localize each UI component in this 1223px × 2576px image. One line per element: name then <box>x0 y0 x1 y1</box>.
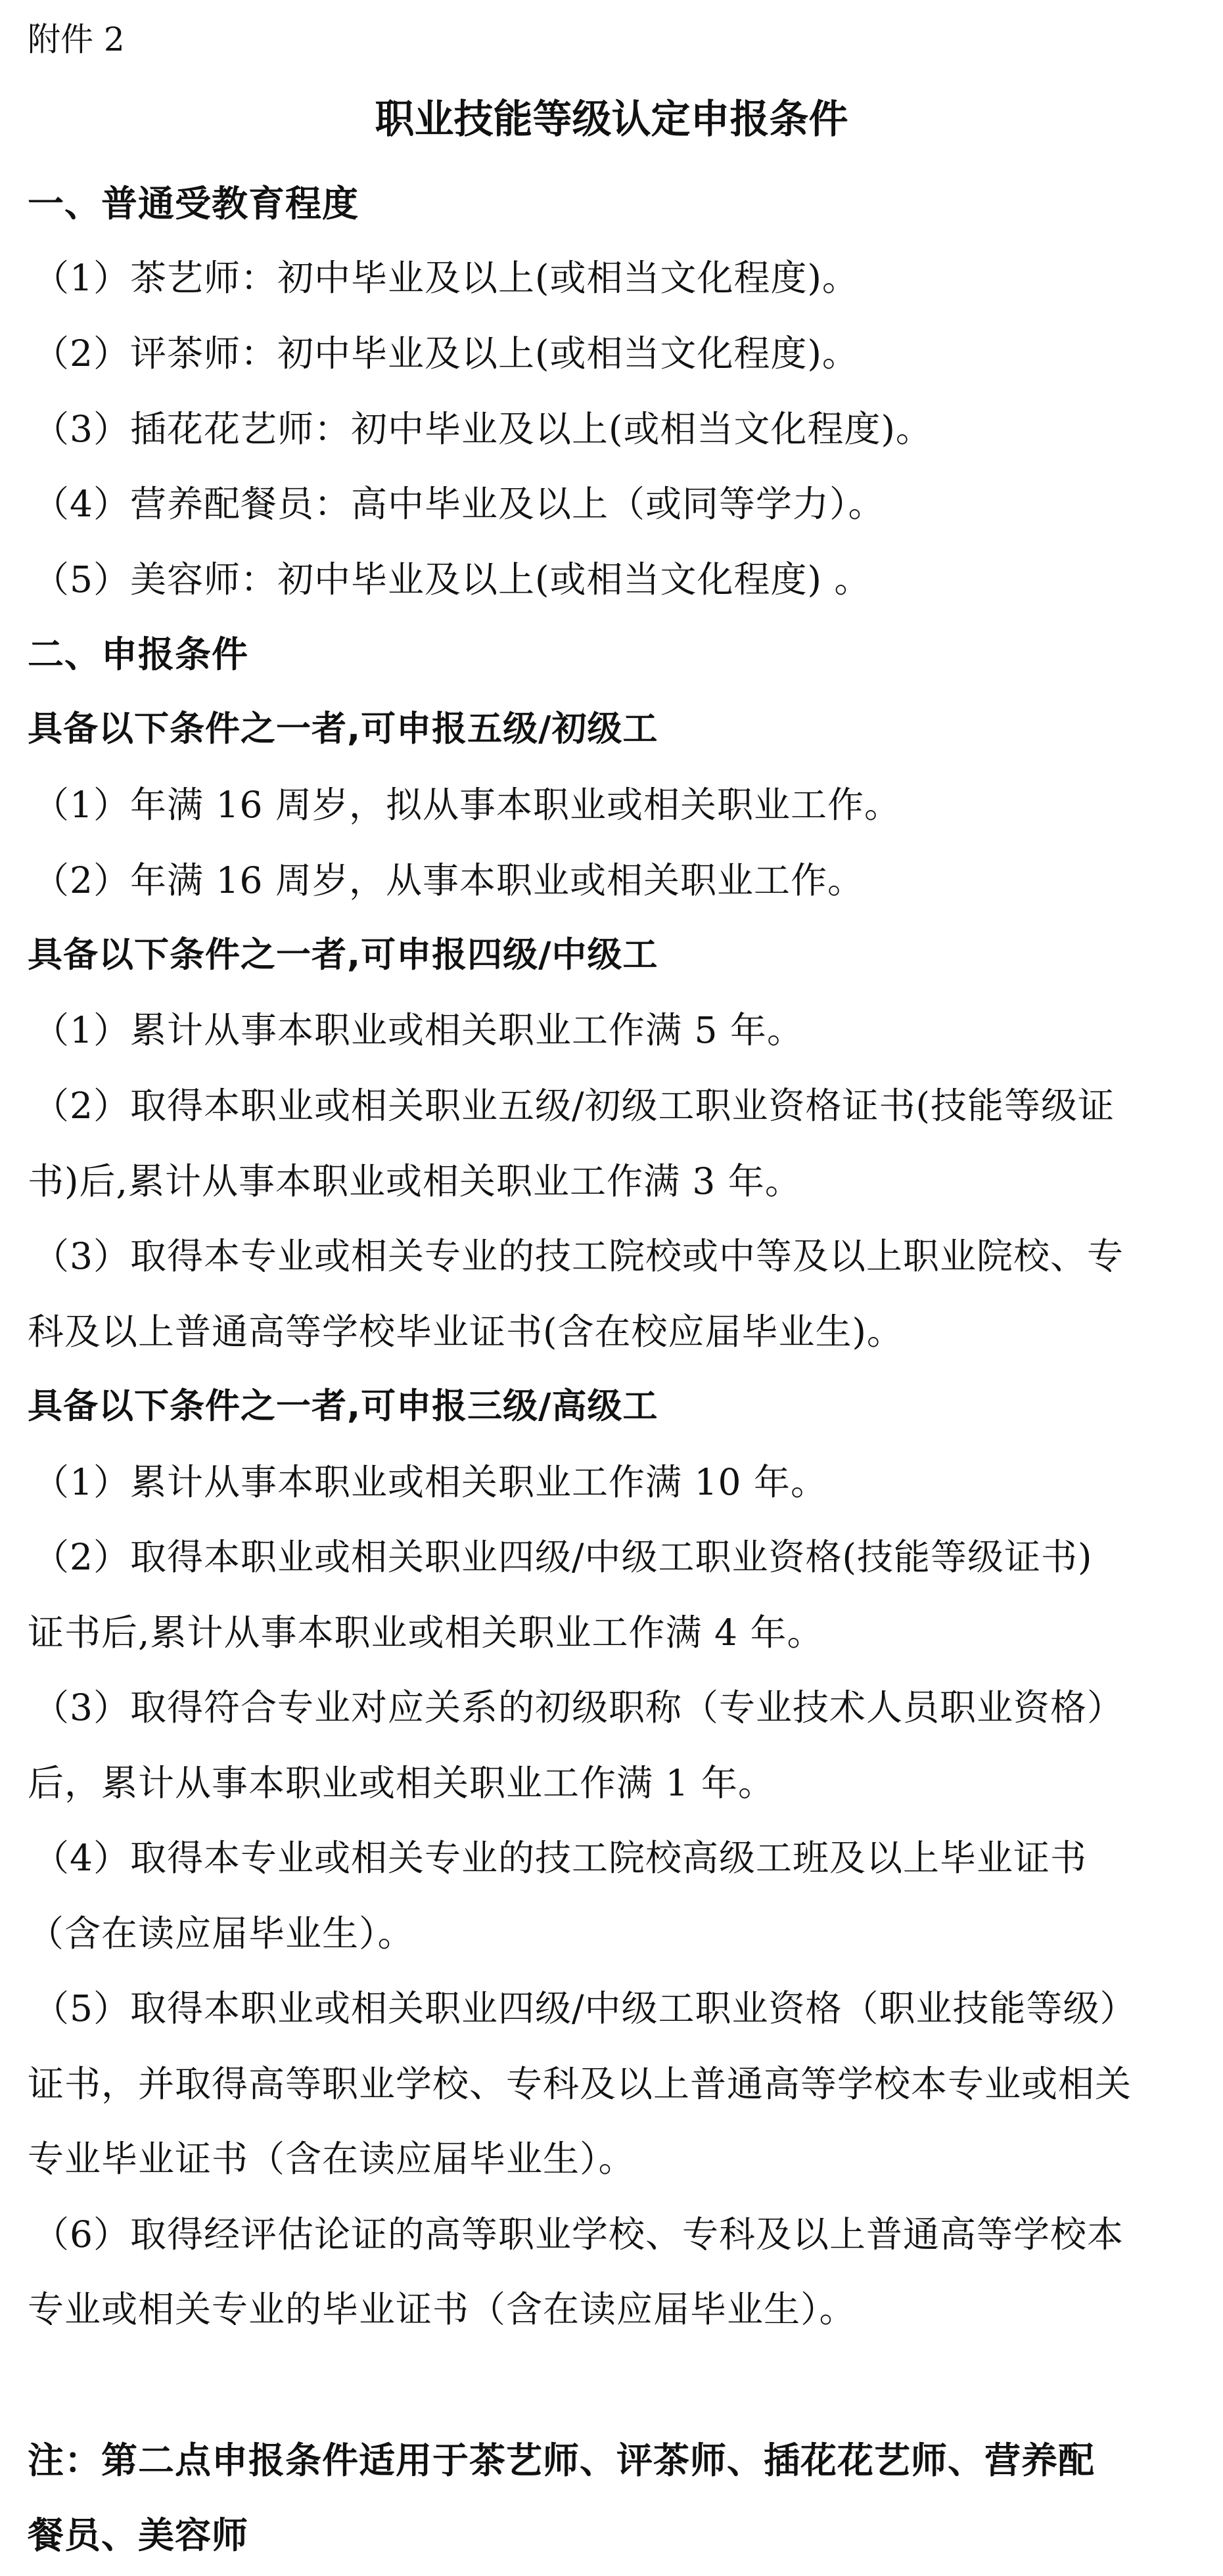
section-1-item-1: （1）茶艺师：初中毕业及以上(或相当文化程度)。 <box>33 257 859 299</box>
level-3-heading: 具备以下条件之一者,可申报三级/高级工 <box>28 1386 658 1426</box>
level-5-heading: 具备以下条件之一者,可申报五级/初级工 <box>28 709 658 749</box>
level-4-item-2-cont: 书)后,累计从事本职业或相关职业工作满 3 年。 <box>28 1160 802 1202</box>
attachment-label: 附件 2 <box>28 20 125 58</box>
note-line-1: 注：第二点申报条件适用于茶艺师、评茶师、插花花艺师、营养配 <box>28 2439 1096 2481</box>
level-3-item-2-cont: 证书后,累计从事本职业或相关职业工作满 4 年。 <box>28 1612 824 1654</box>
level-3-item-5-cont-2: 专业毕业证书（含在读应届毕业生）。 <box>28 2138 635 2180</box>
section-1-item-4: （4）营养配餐员：高中毕业及以上（或同等学力）。 <box>33 483 885 525</box>
level-3-item-3-cont: 后，累计从事本职业或相关职业工作满 1 年。 <box>28 1762 775 1804</box>
section-1-item-3: （3）插花花艺师：初中毕业及以上(或相当文化程度)。 <box>33 408 933 450</box>
section-1-heading: 一、普通受教育程度 <box>28 183 359 225</box>
level-4-item-3: （3）取得本专业或相关专业的技工院校或中等及以上职业院校、专 <box>33 1235 1124 1277</box>
level-3-item-4-cont: （含在读应届毕业生）。 <box>28 1912 415 1955</box>
level-4-heading: 具备以下条件之一者,可申报四级/中级工 <box>28 935 658 975</box>
level-3-item-2: （2）取得本职业或相关职业四级/中级工职业资格(技能等级证书) <box>33 1536 1093 1578</box>
level-5-item-2: （2）年满 16 周岁，从事本职业或相关职业工作。 <box>33 859 864 901</box>
level-5-item-1: （1）年满 16 周岁，拟从事本职业或相关职业工作。 <box>33 784 901 826</box>
level-4-item-3-cont: 科及以上普通高等学校毕业证书(含在校应届毕业生)。 <box>28 1311 904 1353</box>
section-1-item-5: （5）美容师：初中毕业及以上(或相当文化程度) 。 <box>33 558 871 600</box>
level-3-item-6: （6）取得经评估论证的高等职业学校、专科及以上普通高等学校本 <box>33 2213 1124 2255</box>
level-4-item-1: （1）累计从事本职业或相关职业工作满 5 年。 <box>33 1009 804 1051</box>
level-3-item-5-cont-1: 证书，并取得高等职业学校、专科及以上普通高等学校本专业或相关 <box>28 2063 1132 2105</box>
section-1-item-2: （2）评茶师：初中毕业及以上(或相当文化程度)。 <box>33 332 859 374</box>
note-line-2: 餐员、美容师 <box>28 2514 249 2556</box>
document-title: 职业技能等级认定申报条件 <box>375 97 848 143</box>
level-3-item-1: （1）累计从事本职业或相关职业工作满 10 年。 <box>33 1461 827 1503</box>
level-3-item-4: （4）取得本专业或相关专业的技工院校高级工班及以上毕业证书 <box>33 1837 1087 1879</box>
level-3-item-5: （5）取得本职业或相关职业四级/中级工职业资格（职业技能等级） <box>33 1987 1137 2029</box>
level-3-item-6-cont: 专业或相关专业的毕业证书（含在读应届毕业生）。 <box>28 2288 856 2330</box>
level-3-item-3: （3）取得符合专业对应关系的初级职称（专业技术人员职业资格） <box>33 1686 1124 1729</box>
level-4-item-2: （2）取得本职业或相关职业五级/初级工职业资格证书(技能等级证 <box>33 1085 1115 1127</box>
section-2-heading: 二、申报条件 <box>28 633 249 675</box>
